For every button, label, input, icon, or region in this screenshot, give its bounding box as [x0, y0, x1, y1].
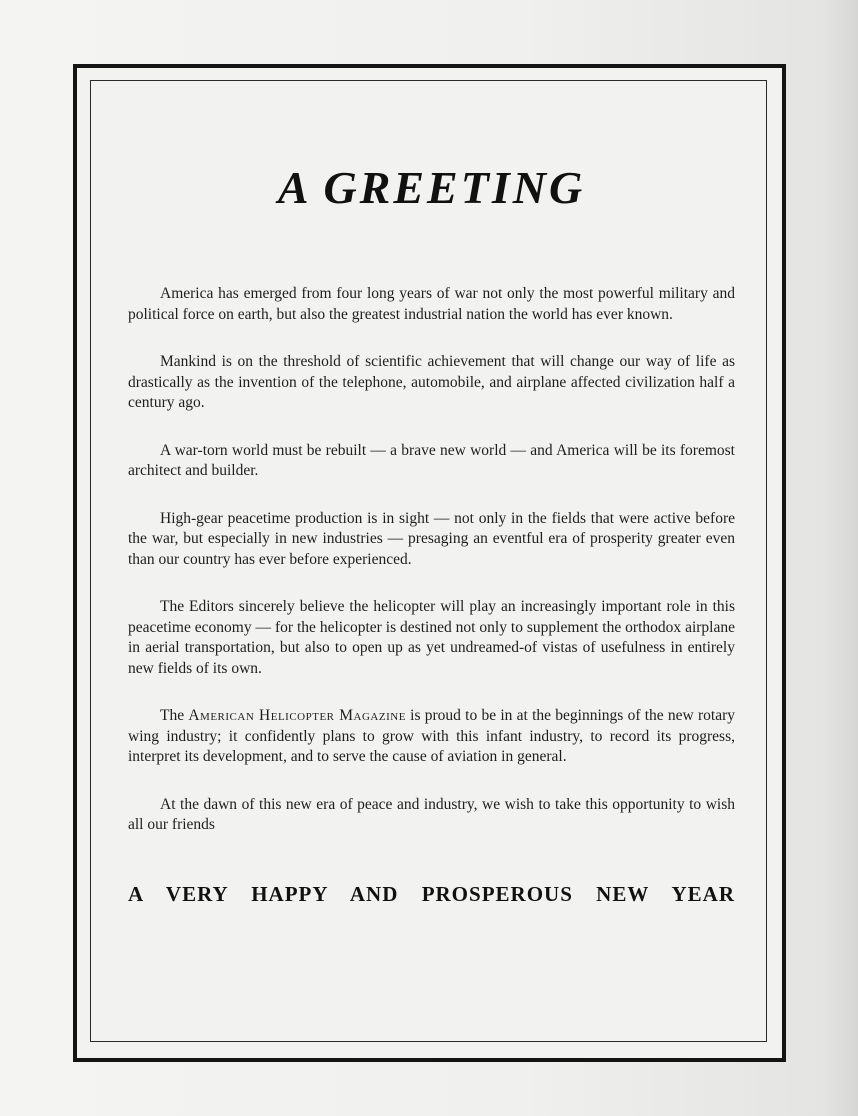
paragraph-america: America has emerged from four long years of war not only the most powerful military and political force on earth, but also the greatest industrial nation the world has ever known. — [128, 285, 735, 323]
closing-greeting: A VERY HAPPY AND PROSPEROUS NEW YEAR — [128, 881, 735, 906]
closing-wrapper — [128, 882, 735, 907]
paragraph-war-torn-world: A war-torn world must be rebuilt — a brave new world — and America will be its foremost architect and builder. — [128, 441, 735, 479]
paragraph-magazine — [128, 706, 735, 768]
paragraph-mankind: Mankind is on the threshold of scientific achievement that will change our way of life as drastically as the invention of the telephone, automobile, and airplane affected civilization half a century ago. — [128, 353, 735, 411]
greeting-content — [128, 160, 735, 907]
paragraph-magazine-rest: is proud to be in at the beginnings of the new rotary wing industry; it confidently plans to grow with this infant industry, to record its progress, interpret its development, and to serve the cause of aviation in general. — [128, 707, 736, 765]
paragraph-peacetime-production: High-gear peacetime production is in sight — not only in the fields that were active before the war, but especially in new industries — presaging an eventful era of prosperity greater even than our country has ever before experienced. — [128, 509, 735, 568]
magazine-name: American Helicopter Magazine — [188, 707, 406, 724]
paragraph-dawn-of-era: At the dawn of this new era of peace and industry, we wish to take this opportunity to wish all our friends — [128, 795, 735, 833]
paragraph-editors-helicopter: The Editors sincerely believe the helicopter will play an increasingly important role in this peacetime economy — for the helicopter is destined not only to supplement the orthodox airplane in aerial transportation, but also to open up as yet undreamed-of vistas of usefulness in entirely new fields of its own. — [128, 598, 735, 677]
page-title: A GREETING — [277, 162, 586, 213]
paragraph-magazine-lead: The — [160, 707, 189, 724]
